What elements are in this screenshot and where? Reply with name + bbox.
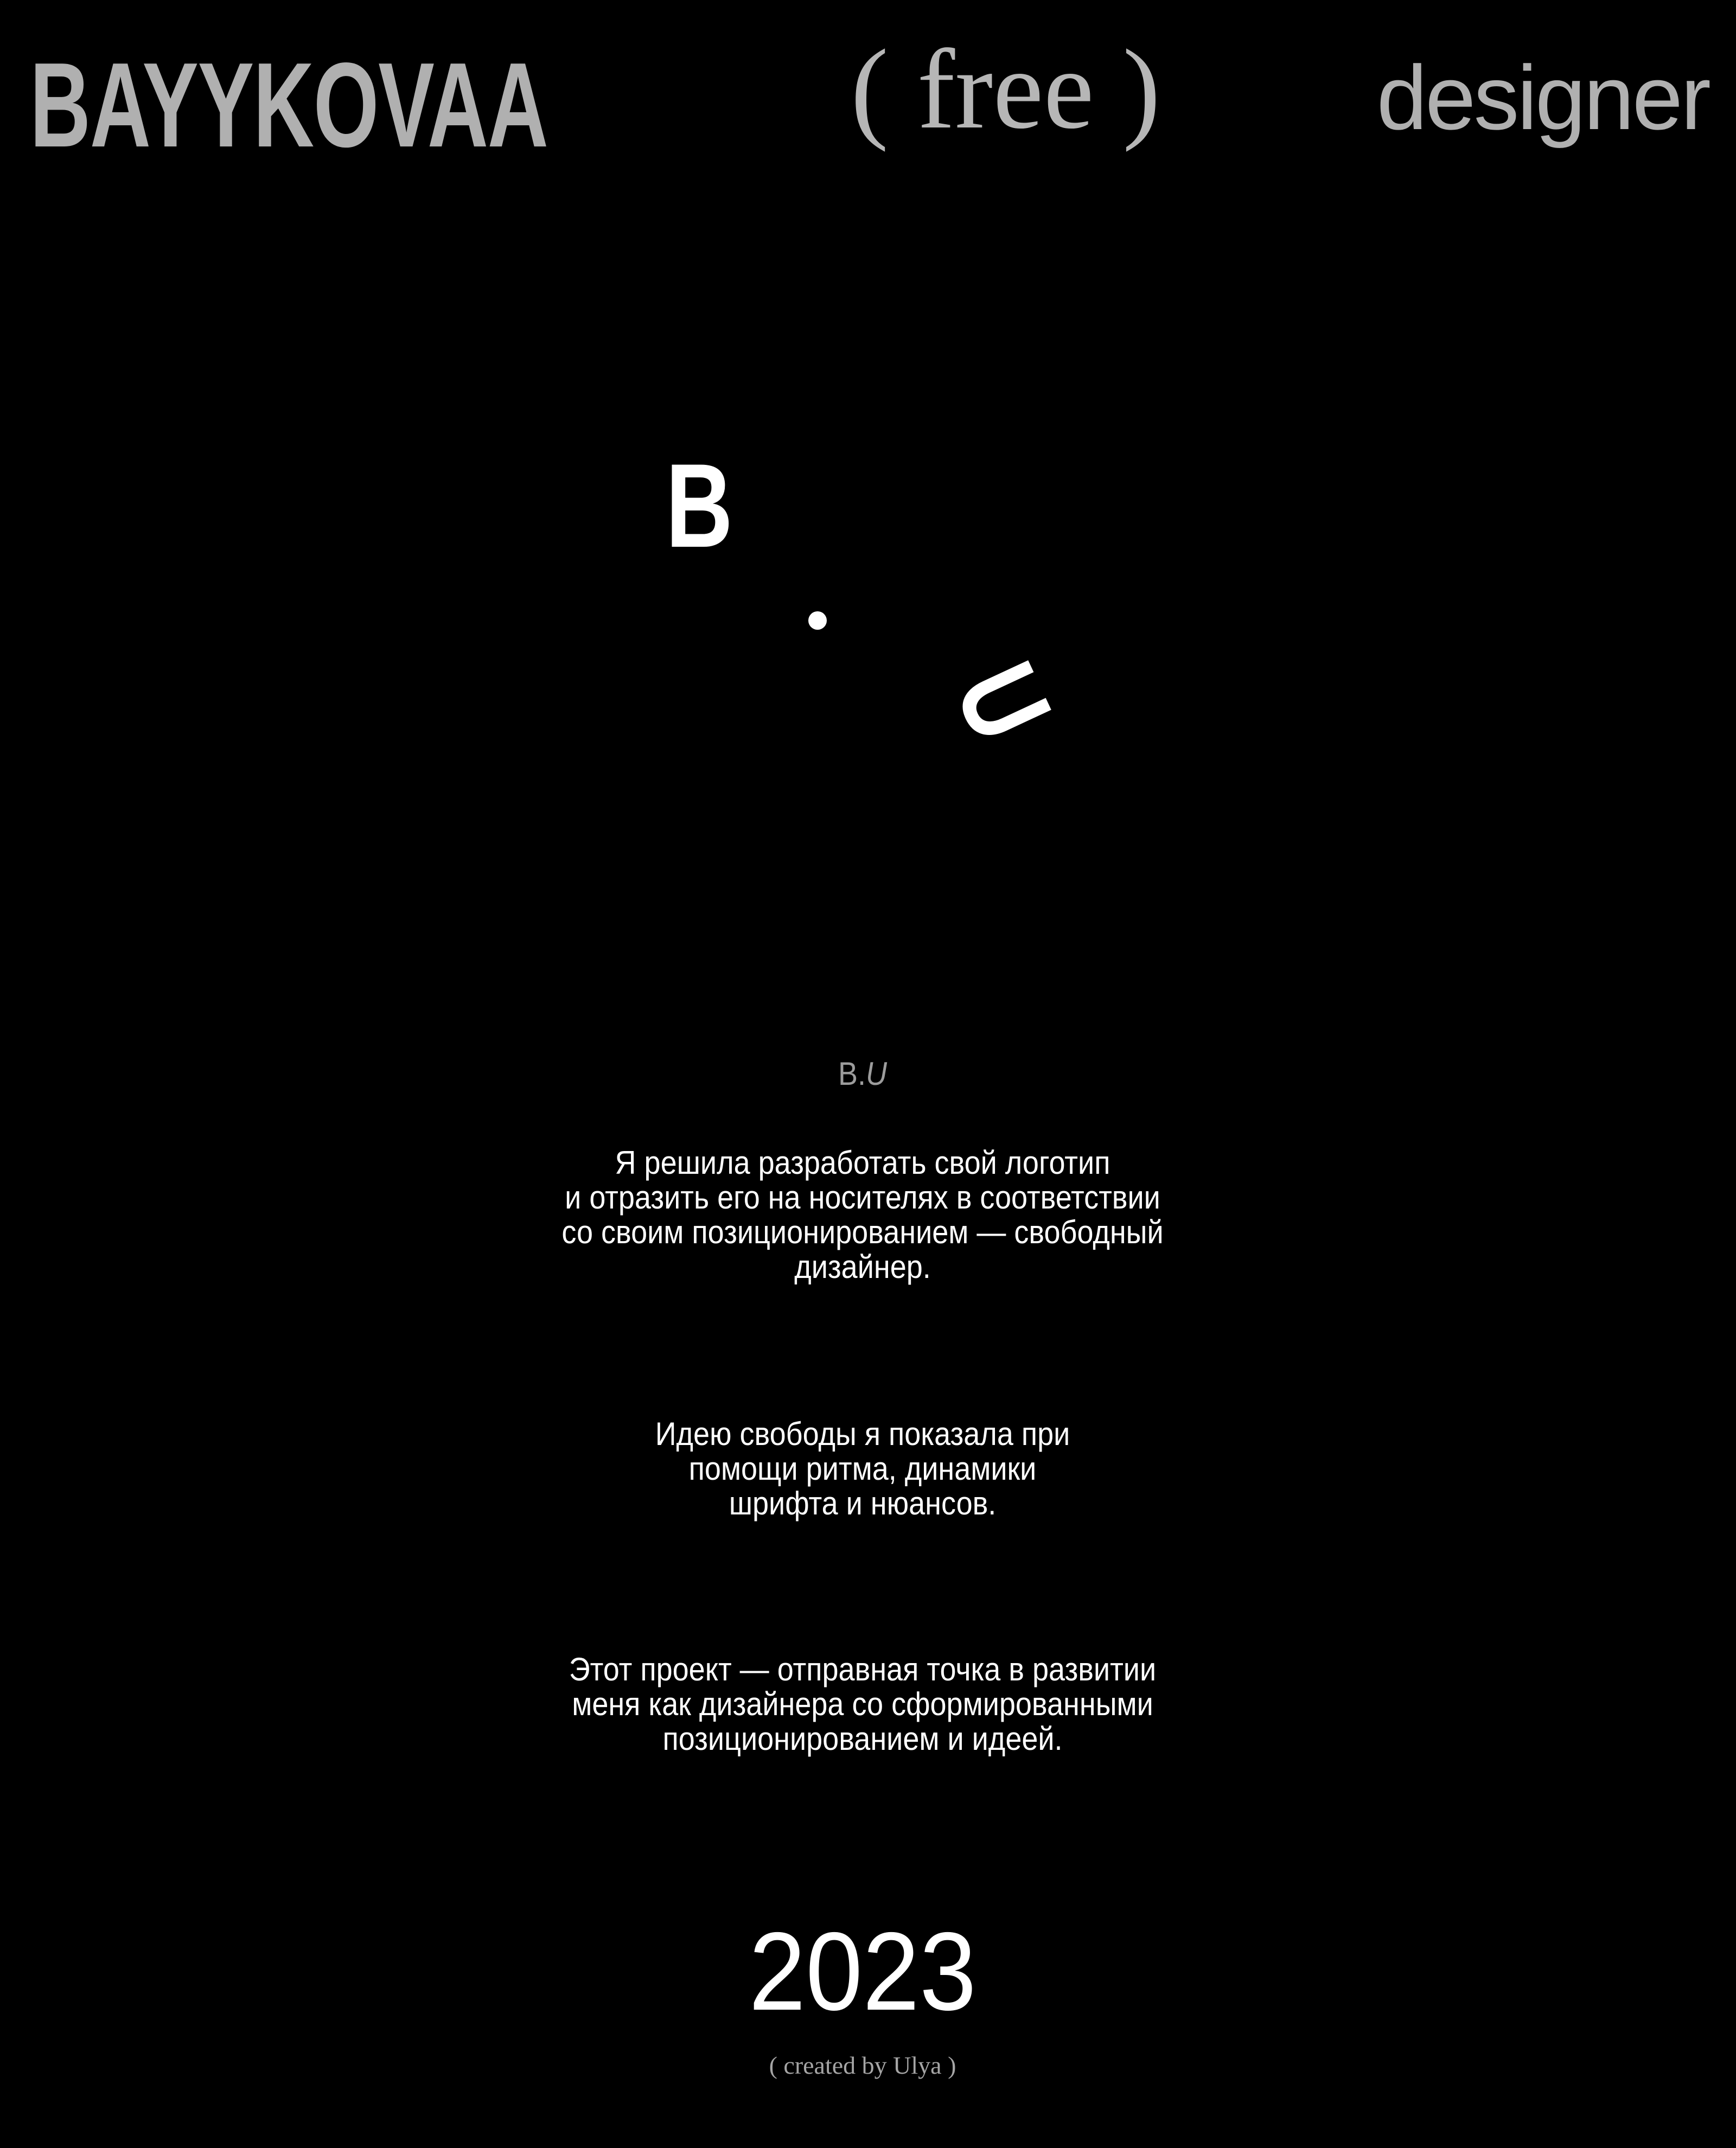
paragraph-line: дизайнер. (794, 1249, 931, 1285)
paragraph-line: меня как дизайнера со сформированными (572, 1686, 1153, 1722)
logo-letter-u: U (930, 644, 1077, 759)
paragraph-line: позиционированием и идеей. (662, 1721, 1063, 1757)
intro-paragraph (0, 1146, 1736, 1284)
year-text: 2023 (749, 1909, 976, 2034)
project-paragraph (0, 1652, 1736, 1756)
free-tagline: ( free ) (851, 27, 1161, 152)
monogram (0, 1058, 1736, 1090)
logo-dot (808, 611, 827, 630)
logo-letter-u-box (930, 644, 1077, 759)
monogram-b: B (838, 1056, 858, 1092)
credit-line: ( created by Ulya ) (769, 2051, 956, 2079)
role-title: designer (1376, 47, 1709, 149)
paragraph-line: и отразить его на носителях в соответствии (565, 1179, 1160, 1216)
brand-title: BAYYKOVAA (30, 38, 548, 172)
idea-paragraph (0, 1417, 1736, 1521)
paragraph-line: помощи ритма, динамики (688, 1450, 1037, 1487)
year-label (0, 1909, 1736, 2034)
paragraph-line: Этот проект — отправная точка в развитии (569, 1651, 1157, 1687)
monogram-u: U (866, 1056, 888, 1092)
logo-letter-b: B (666, 439, 733, 572)
paragraph-line: со своим позиционированием — свободный (561, 1214, 1164, 1250)
paragraph-line: Идею свободы я показала при (655, 1416, 1070, 1452)
paragraph-line: шрифта и нюансов. (729, 1485, 997, 1522)
paragraph-line: Я решила разработать свой логотип (615, 1145, 1110, 1181)
monogram-dot: . (857, 1056, 866, 1092)
